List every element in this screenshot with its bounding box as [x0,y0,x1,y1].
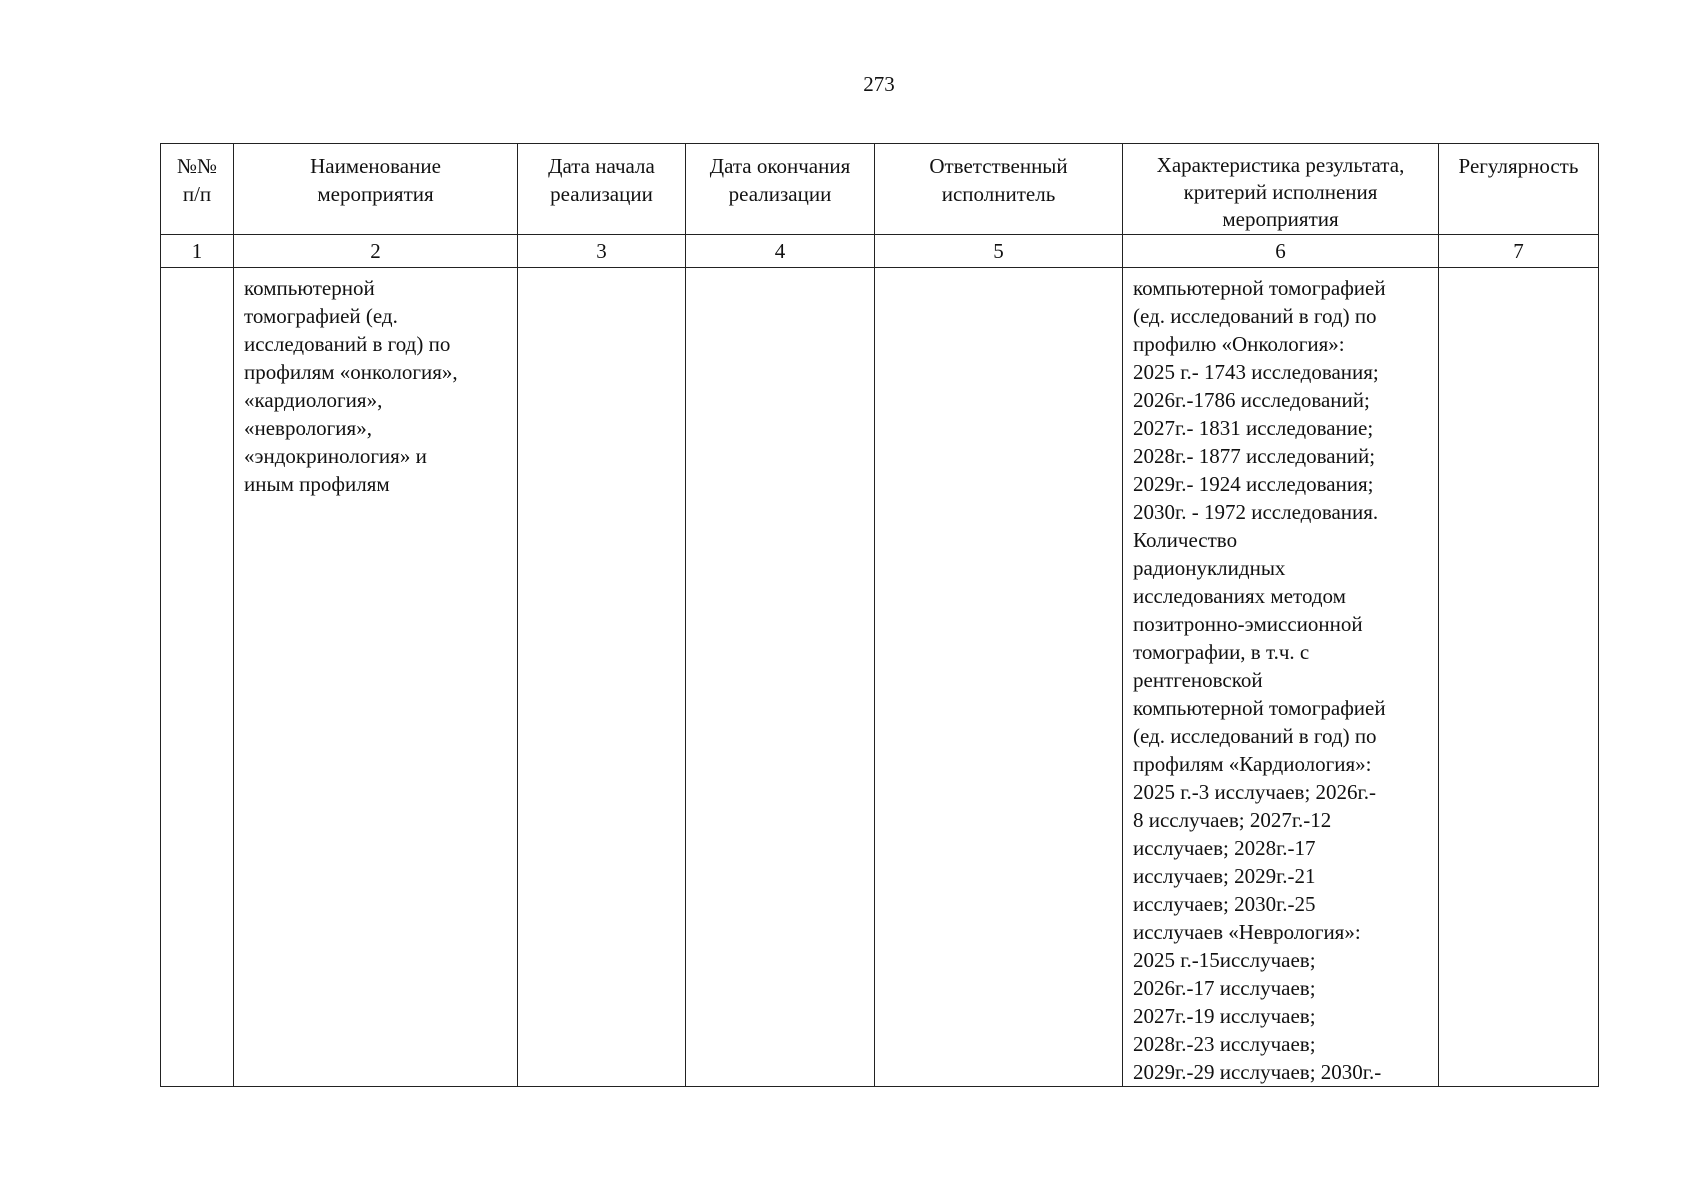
column-number: 3 [518,235,686,268]
column-number: 2 [234,235,518,268]
header-start-date: Дата начала реализации [518,144,686,235]
header-number: №№ п/п [161,144,234,235]
activity-name-cell: компьютерной томографией (ед. исследований в год) по профилям «онкология», «кардиология», «неврология», «эндокринология» и иным профилям [234,268,518,1087]
column-number: 6 [1123,235,1439,268]
result-cell: компьютерной томографией (ед. исследований в год) по профилю «Онкология»: 2025 г.- 1743 исследования; 2026г.-1786 исследований; 2027г.- 1831 исследование; 2028г.- 1877 исследований; 2029г.- 1924 исследования; 2030г. - 1972 исследования. Количество радионуклидных исследованиях методом позитронно-эмиссионной томографии, в т.ч. с рентгеновской компьютерной томографией (ед. исследований в год) по профилям «Кардиология»: 2025 г.-3 исслучаев; 2026г.- 8 исслучаев; 2027г.-12 исслучаев; 2028г.-17 исслучаев; 2029г.-21 исслучаев; 2030г.-25 исслучаев «Неврология»: 2025 г.-15исслучаев; 2026г.-17 исслучаев; 2027г.-19 исслучаев; 2028г.-23 исслучаев; 2029г.-29 исслучаев; 2030г.- [1123,268,1439,1087]
header-regularity: Регулярность [1439,144,1599,235]
header-responsible: Ответственный исполнитель [875,144,1123,235]
end-date-cell [686,268,875,1087]
table-row [161,268,1599,1087]
header-result: Характеристика результата, критерий исполнения мероприятия [1123,144,1439,235]
column-number: 4 [686,235,875,268]
header-activity-name: Наименование мероприятия [234,144,518,235]
row-number-cell [161,268,234,1087]
activities-table [160,143,1599,1087]
start-date-cell [518,268,686,1087]
responsible-cell [875,268,1123,1087]
column-number: 7 [1439,235,1599,268]
column-number: 1 [161,235,234,268]
column-number-row [161,235,1599,268]
column-number: 5 [875,235,1123,268]
page-number: 273 [863,72,895,96]
table-header-row [161,144,1599,235]
regularity-cell [1439,268,1599,1087]
header-end-date: Дата окончания реализации [686,144,875,235]
